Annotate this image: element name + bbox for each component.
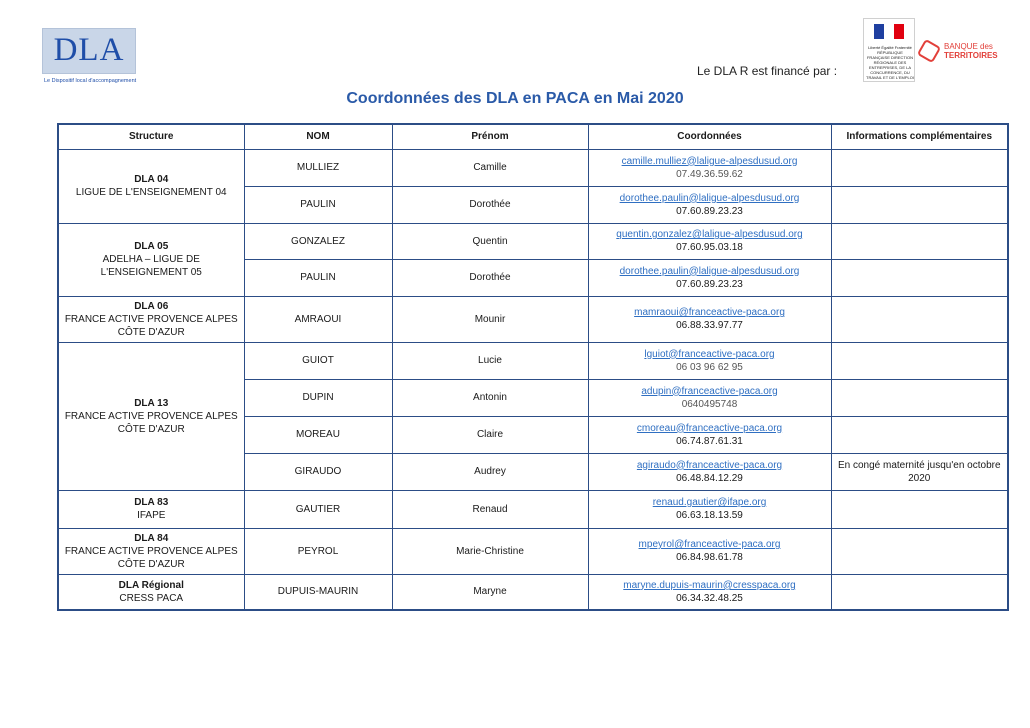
structure-cell xyxy=(58,528,244,574)
coordonnees-cell xyxy=(588,490,831,528)
rf-logo-text: Liberté Égalité Fraternité RÉPUBLIQUE FRANÇAISE DIRECTION RÉGIONALE DES ENTREPRISES, DE LA CONCURRENCE, DU TRAVAIL ET DE L'EMPLOI xyxy=(866,45,914,80)
structure-organization: FRANCE ACTIVE PROVENCE ALPES CÔTE D'AZUR xyxy=(64,313,238,338)
table-row xyxy=(58,490,1008,528)
nom-cell: GUIOT xyxy=(244,342,392,379)
structure-organization: FRANCE ACTIVE PROVENCE ALPES CÔTE D'AZUR xyxy=(64,545,238,570)
email-link[interactable]: maryne.dupuis-maurin@cresspaca.org xyxy=(623,579,796,591)
structure-organization: CRESS PACA xyxy=(119,592,184,604)
info-cell xyxy=(831,259,1008,296)
phone-number: 06.63.18.13.59 xyxy=(676,510,743,521)
coordonnees-cell xyxy=(588,223,831,259)
coordonnees-cell xyxy=(588,342,831,379)
phone-number: 07.60.95.03.18 xyxy=(676,242,743,253)
coordonnees-cell xyxy=(588,416,831,453)
email-link[interactable]: cmoreau@franceactive-paca.org xyxy=(636,422,783,434)
table-row xyxy=(58,574,1008,610)
structure-cell xyxy=(58,223,244,296)
prenom-cell: Marie-Christine xyxy=(392,528,588,574)
financed-by-text: Le DLA R est financé par : xyxy=(697,64,838,78)
hexagon-icon xyxy=(917,39,942,64)
banque-des-territoires-logo xyxy=(920,40,1025,64)
nom-cell: GIRAUDO xyxy=(244,453,392,490)
nom-cell: PAULIN xyxy=(244,186,392,223)
nom-cell: DUPIN xyxy=(244,379,392,416)
coordonnees-cell xyxy=(588,149,831,186)
header-nom: NOM xyxy=(244,124,392,149)
email-link[interactable]: agiraudo@franceactive-paca.org xyxy=(636,459,783,471)
structure-cell xyxy=(58,149,244,223)
coordonnees-cell xyxy=(588,528,831,574)
prenom-cell: Renaud xyxy=(392,490,588,528)
table-row xyxy=(58,149,1008,186)
info-cell xyxy=(831,574,1008,610)
email-link[interactable]: dorothee.paulin@laligue-alpesdusud.org xyxy=(619,265,800,277)
phone-number: 07.60.89.23.23 xyxy=(676,205,743,217)
coordonnees-cell xyxy=(588,379,831,416)
header-prenom: Prénom xyxy=(392,124,588,149)
prenom-cell: Audrey xyxy=(392,453,588,490)
bdt-logo-line2: TERRITOIRES xyxy=(944,51,998,60)
structure-name: DLA 05 xyxy=(134,241,169,252)
email-link[interactable]: camille.mulliez@laligue-alpesdusud.org xyxy=(621,155,798,167)
structure-cell xyxy=(58,342,244,490)
info-cell xyxy=(831,296,1008,342)
prenom-cell: Camille xyxy=(392,149,588,186)
table-row xyxy=(58,296,1008,342)
info-cell: En congé maternité jusqu'en octobre 2020 xyxy=(831,453,1008,490)
info-cell xyxy=(831,379,1008,416)
coordonnees-cell xyxy=(588,186,831,223)
table-body xyxy=(58,149,1008,610)
phone-number: 06.48.84.12.29 xyxy=(676,472,743,484)
email-link[interactable]: mamraoui@franceactive-paca.org xyxy=(634,307,785,318)
info-cell xyxy=(831,490,1008,528)
phone-number: 06.74.87.61.31 xyxy=(676,435,743,447)
document-title: Coordonnées des DLA en PACA en Mai 2020 xyxy=(346,90,684,107)
phone-number: 0640495748 xyxy=(681,398,738,410)
dla-logo-text: DLA xyxy=(53,32,125,68)
structure-cell xyxy=(58,490,244,528)
info-cell xyxy=(831,342,1008,379)
bdt-logo-line1: BANQUE des xyxy=(944,42,993,51)
coordonnees-cell xyxy=(588,259,831,296)
structure-name: DLA 84 xyxy=(134,532,169,544)
table-row xyxy=(58,223,1008,259)
structure-name: DLA 83 xyxy=(134,497,169,508)
info-cell xyxy=(831,528,1008,574)
phone-number: 06 03 96 62 95 xyxy=(676,361,743,373)
nom-cell: AMRAOUI xyxy=(244,296,392,342)
structure-organization: LIGUE DE L'ENSEIGNEMENT 04 xyxy=(75,187,227,198)
prenom-cell: Quentin xyxy=(392,223,588,259)
header-structure: Structure xyxy=(58,124,244,149)
prenom-cell: Dorothée xyxy=(392,259,588,296)
header-coordonnees: Coordonnées xyxy=(588,124,831,149)
french-flag-icon xyxy=(874,24,904,39)
header-informations: Informations complémentaires xyxy=(831,124,1008,149)
structure-name: DLA 04 xyxy=(134,174,169,185)
phone-number: 06.34.32.48.25 xyxy=(676,592,743,604)
prenom-cell: Maryne xyxy=(392,574,588,610)
email-link[interactable]: dorothee.paulin@laligue-alpesdusud.org xyxy=(619,192,800,204)
republique-francaise-logo xyxy=(863,18,915,82)
info-cell xyxy=(831,186,1008,223)
coordonnees-cell xyxy=(588,574,831,610)
nom-cell: MULLIEZ xyxy=(244,149,392,186)
phone-number: 07.49.36.59.62 xyxy=(676,168,743,180)
prenom-cell: Claire xyxy=(392,416,588,453)
email-link[interactable]: adupin@franceactive-paca.org xyxy=(641,385,778,397)
info-cell xyxy=(831,149,1008,186)
structure-name: DLA 06 xyxy=(134,300,169,312)
nom-cell: GONZALEZ xyxy=(244,223,392,259)
coordonnees-cell xyxy=(588,296,831,342)
structure-cell xyxy=(58,296,244,342)
nom-cell: GAUTIER xyxy=(244,490,392,528)
nom-cell: PEYROL xyxy=(244,528,392,574)
table-row xyxy=(58,528,1008,574)
email-link[interactable]: lguiot@franceactive-paca.org xyxy=(644,348,775,360)
coordonnees-cell xyxy=(588,453,831,490)
table-row xyxy=(58,342,1008,379)
phone-number: 06.88.33.97.77 xyxy=(676,320,743,331)
phone-number: 07.60.89.23.23 xyxy=(676,278,743,290)
dla-logo xyxy=(42,28,142,86)
structure-cell xyxy=(58,574,244,610)
structure-name: DLA 13 xyxy=(134,397,169,409)
email-link[interactable]: quentin.gonzalez@laligue-alpesdusud.org xyxy=(616,229,803,240)
structure-name: DLA Régional xyxy=(118,579,184,591)
nom-cell: DUPUIS-MAURIN xyxy=(244,574,392,610)
structure-organization: ADELHA – LIGUE DE L'ENSEIGNEMENT 05 xyxy=(100,254,202,278)
email-link[interactable]: renaud.gautier@ifape.org xyxy=(652,497,767,508)
nom-cell: MOREAU xyxy=(244,416,392,453)
contacts-table xyxy=(57,123,1009,611)
prenom-cell: Dorothée xyxy=(392,186,588,223)
prenom-cell: Mounir xyxy=(392,296,588,342)
dla-logo-subtitle: Le Dispositif local d'accompagnement xyxy=(44,78,137,84)
prenom-cell: Lucie xyxy=(392,342,588,379)
phone-number: 06.84.98.61.78 xyxy=(676,552,743,563)
email-link[interactable]: mpeyrol@franceactive-paca.org xyxy=(638,539,781,550)
info-cell xyxy=(831,416,1008,453)
table-header-row xyxy=(58,124,1008,149)
prenom-cell: Antonin xyxy=(392,379,588,416)
nom-cell: PAULIN xyxy=(244,259,392,296)
structure-organization: FRANCE ACTIVE PROVENCE ALPES CÔTE D'AZUR xyxy=(64,410,238,435)
info-cell xyxy=(831,223,1008,259)
structure-organization: IFAPE xyxy=(137,510,166,521)
